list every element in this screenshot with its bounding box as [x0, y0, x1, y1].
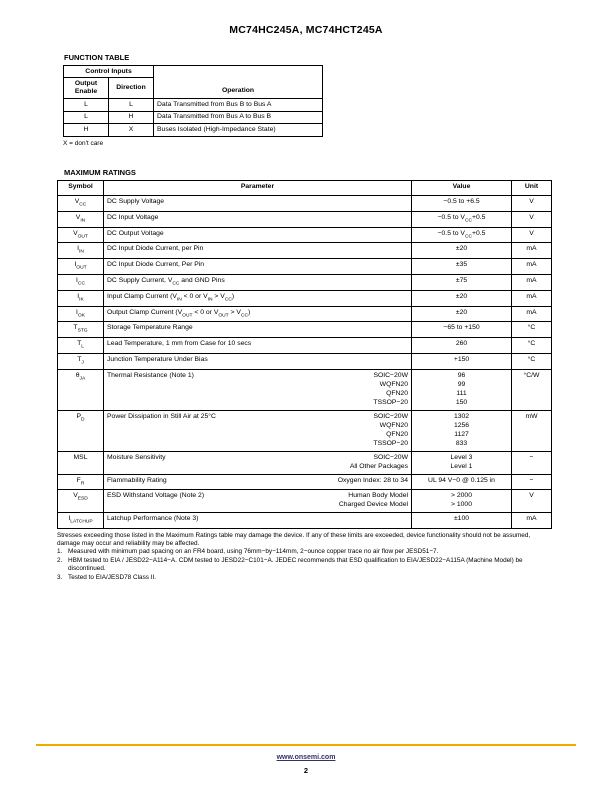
note-text: Tested to EIA/JESD78 Class II.: [68, 573, 157, 581]
unit-cell: mW: [512, 410, 552, 451]
unit-cell: °C: [512, 338, 552, 354]
parameter-cell: ESD Withstand Voltage (Note 2) Human Body Model Charged Device Model: [104, 490, 412, 513]
ratings-row: [58, 513, 552, 529]
direction-cell: X: [109, 124, 154, 136]
symbol-cell: $V_{CC}$: [58, 195, 104, 211]
value-cell: ±20: [412, 306, 512, 322]
value-cell: 1302 1256 1127 833: [412, 410, 512, 451]
ratings-row: [58, 369, 552, 410]
page-title: MC74HC245A, MC74HCT245A: [229, 24, 383, 36]
value-cell: +150: [412, 354, 512, 370]
symbol-cell: $V_{OUT}$: [58, 227, 104, 243]
page-number: 2: [303, 766, 309, 775]
value-cell: ±75: [412, 274, 512, 290]
symbol-cell: $I_{LATCHUP}$: [58, 513, 104, 529]
function-table-footnote: X = don't care: [63, 139, 104, 147]
parameter-cell: DC Output Voltage: [104, 227, 412, 243]
value-cell: 260: [412, 338, 512, 354]
symbol-cell: $I_{CC}$: [58, 274, 104, 290]
output-enable-cell: L: [64, 99, 109, 111]
parameter-cell: Storage Temperature Range: [104, 322, 412, 338]
parameter-cell: Input Clamp Current ($V_{IN} < 0$ or $V_{IN} > V_{CC}$): [104, 290, 412, 306]
direction-cell: H: [109, 111, 154, 123]
unit-cell: −: [512, 451, 552, 474]
direction-cell: L: [109, 99, 154, 111]
footer-link[interactable]: www.onsemi.com: [276, 754, 336, 761]
symbol-cell: $V_{IN}$: [58, 211, 104, 227]
unit-cell: V: [512, 227, 552, 243]
symbol-cell: $V_{ESD}$: [58, 490, 104, 513]
symbol-cell: MSL: [58, 451, 104, 474]
ratings-row: [58, 306, 552, 322]
maximum-ratings-table: [57, 180, 552, 529]
maximum-ratings-heading: MAXIMUM RATINGS: [64, 167, 136, 177]
parameter-cell: Power Dissipation in Still Air at 25°C SOIC−20W WQFN20 QFN20 TSSOP−20: [104, 410, 412, 451]
parameter-cell: Junction Temperature Under Bias: [104, 354, 412, 370]
value-cell: UL 94 V−0 @ 0.125 in: [412, 474, 512, 490]
parameter-cell: Moisture Sensitivity SOIC−20W All Other Packages: [104, 451, 412, 474]
ratings-row: [58, 354, 552, 370]
symbol-cell: $T_L$: [58, 338, 104, 354]
symbol-cell: $P_D$: [58, 410, 104, 451]
unit-cell: °C: [512, 322, 552, 338]
symbol-cell: $I_{IN}$: [58, 243, 104, 259]
ratings-row: [58, 322, 552, 338]
unit-cell: °C: [512, 354, 552, 370]
symbol-cell: $T_J$: [58, 354, 104, 370]
parameter-cell: DC Input Diode Current, Per Pin: [104, 259, 412, 275]
parameter-column-header: Parameter: [104, 180, 412, 195]
ratings-row: [58, 227, 552, 243]
function-table: [63, 65, 323, 137]
symbol-cell: $I_{OUT}$: [58, 259, 104, 275]
maximum-ratings-header-row: [58, 180, 552, 195]
symbol-cell: $T_{STG}$: [58, 322, 104, 338]
unit-cell: °C/W: [512, 369, 552, 410]
symbol-cell: $F_R$: [58, 474, 104, 490]
function-table-row: [64, 99, 323, 111]
function-table-heading: FUNCTION TABLE: [64, 53, 130, 62]
unit-cell: V: [512, 211, 552, 227]
notes-section: [57, 532, 551, 583]
operation-cell: Data Transmitted from Bus B to Bus A: [154, 99, 323, 111]
control-inputs-header: Control Inputs: [64, 66, 154, 78]
parameter-cell: Output Clamp Current ($V_{OUT} < 0$ or $V_{OUT} > V_{CC}$): [104, 306, 412, 322]
unit-cell: mA: [512, 259, 552, 275]
maximum-ratings-body: [58, 195, 552, 528]
value-cell: Level 3 Level 1: [412, 451, 512, 474]
parameter-cell: DC Supply Current, $V_{CC}$ and GND Pins: [104, 274, 412, 290]
ratings-row: [58, 290, 552, 306]
notes-preamble: Stresses exceeding those listed in the Maximum Ratings table may damage the device. If any of these limits are exceeded, device functionality should not be assumed, damage may occur and reliability may be affected.: [57, 531, 531, 548]
ratings-row: [58, 338, 552, 354]
parameter-cell: DC Input Voltage: [104, 211, 412, 227]
note-number: 1.: [57, 548, 63, 556]
output-enable-cell: L: [64, 111, 109, 123]
notes-list: [57, 548, 551, 582]
page-footer: [36, 744, 576, 775]
unit-cell: V: [512, 195, 552, 211]
unit-cell: −: [512, 474, 552, 490]
value-cell: −65 to +150: [412, 322, 512, 338]
value-cell: −0.5 to +6.5: [412, 195, 512, 211]
symbol-cell: $\theta_{JA}$: [58, 369, 104, 410]
parameter-cell: Lead Temperature, 1 mm from Case for 10 secs: [104, 338, 412, 354]
function-table-body: [64, 99, 323, 136]
parameter-cell: DC Supply Voltage: [104, 195, 412, 211]
operation-header: Operation: [154, 66, 323, 99]
value-cell: ±100: [412, 513, 512, 529]
ratings-row: [58, 490, 552, 513]
note-text: HBM tested to EIA / JESD22−A114−A. CDM tested to JESD22−C101−A. JEDEC recommends that ESD qualification to EIA/JESD22−A115A (Machine Model) be discontinued.: [68, 556, 523, 573]
operation-cell: Data Transmitted from Bus A to Bus B: [154, 111, 323, 123]
value-column-header: Value: [412, 180, 512, 195]
unit-cell: mA: [512, 274, 552, 290]
symbol-column-header: Symbol: [58, 180, 104, 195]
output-enable-cell: H: [64, 124, 109, 136]
parameter-cell: Flammability Rating Oxygen Index: 28 to 34: [104, 474, 412, 490]
unit-cell: mA: [512, 306, 552, 322]
symbol-cell: $I_{IK}$: [58, 290, 104, 306]
note-item: [57, 557, 551, 574]
ratings-row: [58, 195, 552, 211]
ratings-row: [58, 259, 552, 275]
value-cell: ±20: [412, 290, 512, 306]
function-table-row: [64, 124, 323, 136]
value-cell: > 2000 > 1000: [412, 490, 512, 513]
value-cell: ±35: [412, 259, 512, 275]
direction-header: Direction: [109, 78, 154, 99]
parameter-cell: DC Input Diode Current, per Pin: [104, 243, 412, 259]
ratings-row: [58, 274, 552, 290]
value-cell: 96 99 111 150: [412, 369, 512, 410]
value-cell: −0.5 to $V_{CC}+0.5$: [412, 227, 512, 243]
note-text: Measured with minimum pad spacing on an FR4 board, using 76mm−by−114mm, 2−ounce copper trace no air flow per JESD51−7.: [68, 548, 439, 556]
output-enable-header: Output Enable: [64, 78, 109, 99]
ratings-row: [58, 211, 552, 227]
unit-column-header: Unit: [512, 180, 552, 195]
value-cell: −0.5 to $V_{CC}+0.5$: [412, 211, 512, 227]
function-table-header-row1: [64, 66, 323, 78]
value-cell: ±20: [412, 243, 512, 259]
unit-cell: V: [512, 490, 552, 513]
unit-cell: mA: [512, 513, 552, 529]
footer-rule: [36, 744, 576, 746]
note-number: 3.: [57, 573, 63, 581]
note-item: [57, 574, 551, 582]
ratings-row: [58, 474, 552, 490]
unit-cell: mA: [512, 290, 552, 306]
ratings-row: [58, 451, 552, 474]
note-number: 2.: [57, 556, 63, 564]
ratings-row: [58, 410, 552, 451]
note-item: [57, 548, 551, 556]
function-table-row: [64, 111, 323, 123]
symbol-cell: $I_{OK}$: [58, 306, 104, 322]
parameter-cell: Thermal Resistance (Note 1) SOIC−20W WQFN20 QFN20 TSSOP−20: [104, 369, 412, 410]
operation-cell: Buses Isolated (High-Impedance State): [154, 124, 323, 136]
unit-cell: mA: [512, 243, 552, 259]
ratings-row: [58, 243, 552, 259]
parameter-cell: Latchup Performance (Note 3): [104, 513, 412, 529]
